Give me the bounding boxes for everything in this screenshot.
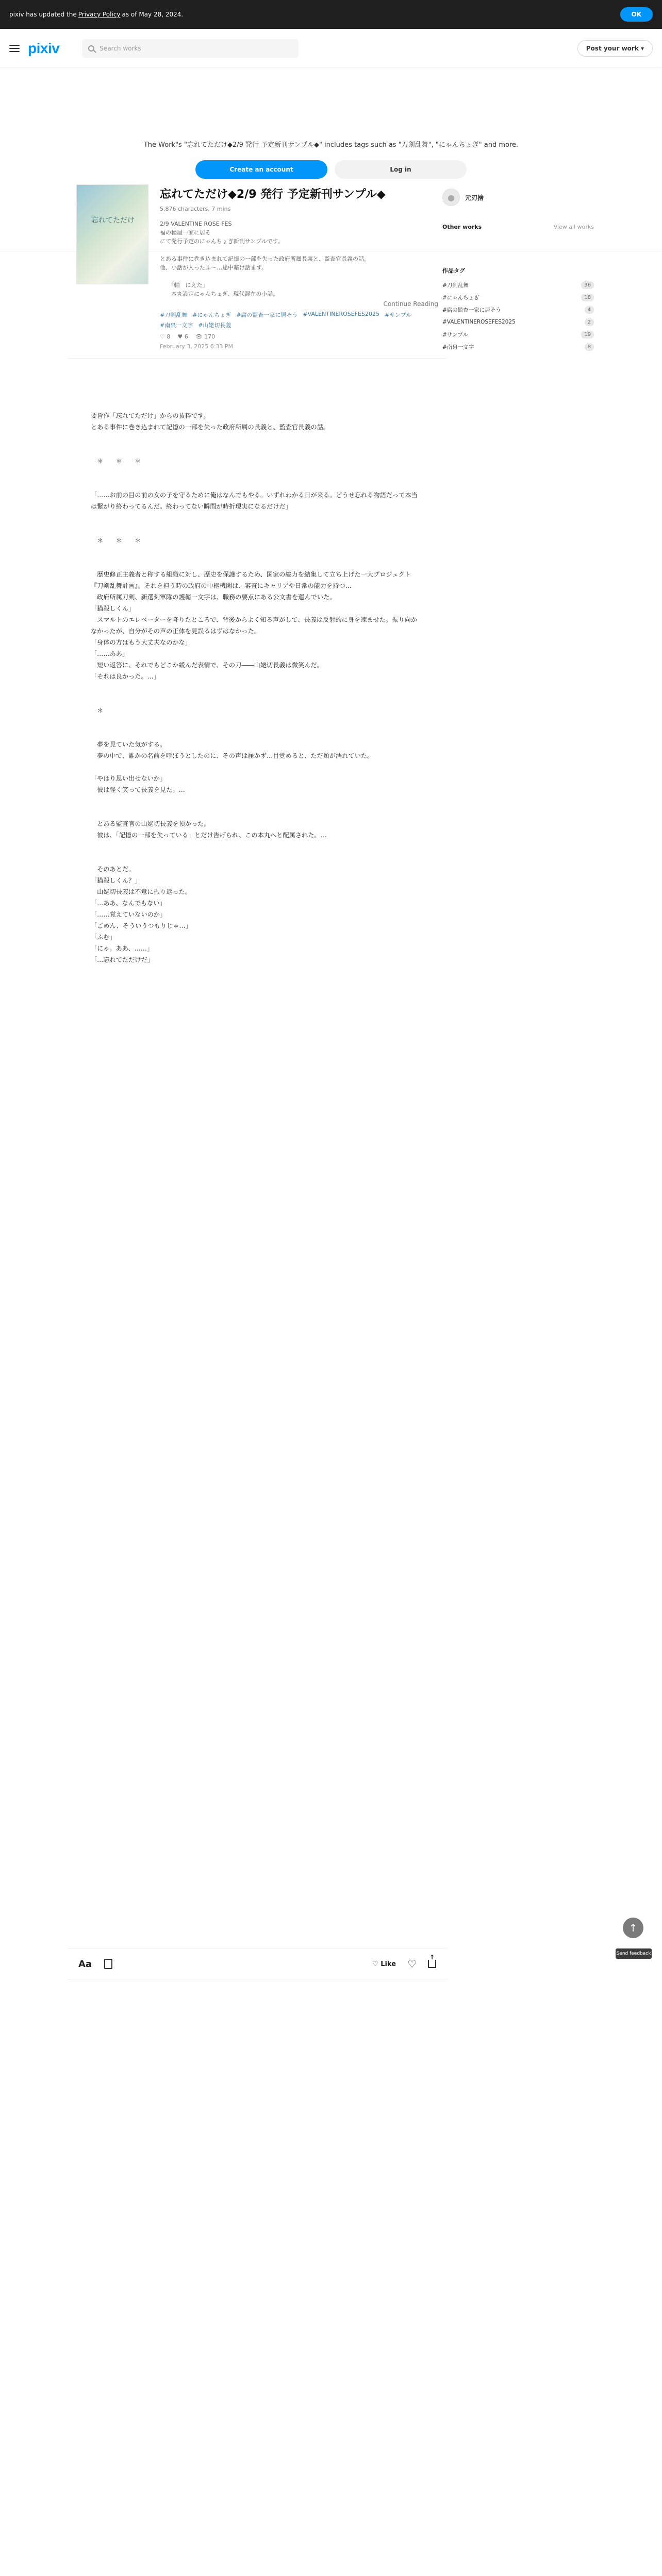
like-count: ♡ 8 [160, 333, 171, 340]
body-paragraph: 「ふむ」 [91, 934, 116, 941]
novel-body [68, 359, 446, 965]
body-paragraph: 「猫殺しくん」 [91, 605, 135, 612]
sidebar-tag-count: 36 [581, 281, 594, 289]
novel-title: 忘れてただけ◆2/9 発行 予定新刊サンプル◆ [160, 188, 386, 201]
body-paragraph [91, 444, 423, 455]
sidebar-tags [442, 266, 594, 353]
privacy-banner [0, 0, 662, 29]
body-paragraph [91, 523, 423, 535]
body-paragraph [91, 557, 423, 569]
body-paragraph [91, 433, 423, 444]
body-paragraph: 「やはり思い出せないか」 [91, 775, 167, 782]
body-paragraph: 「…ああ、なんでもない」 [91, 900, 166, 907]
sidebar-tag-count: 2 [585, 318, 594, 326]
body-paragraph [91, 761, 423, 773]
novel-main [68, 184, 446, 965]
body-paragraph: 「それは良かった。…」 [91, 673, 160, 680]
right-sidebar [442, 184, 594, 353]
novel-tag[interactable]: #にゃんちょぎ [192, 312, 231, 318]
reader-toolbar [68, 1948, 446, 1979]
novel-caption: 2/9 VALENTINE ROSE FES 福の種屋一家に居そ にて発行予定のにゃんちょぎ新刊サンプルです。 とある事件に巻き込まれて記憶の一部を失った政府所属長義と、監査官長義の話。 他、小話が入ったふ〜…途中暗け話まず。 「軸 にえた」 本丸設定にゃんちょぎ、現代混在の小話。 [160, 221, 370, 297]
other-works-header [442, 224, 594, 230]
body-paragraph: 「にゃ。ああ、……」 [91, 945, 154, 952]
create-account-button[interactable]: Create an account [195, 160, 327, 179]
body-paragraph: 彼は、「記憶の一部を失っている」とだけ告げられ、この本丸へと配属された。… [91, 832, 327, 839]
sidebar-tag-item[interactable] [442, 341, 594, 353]
back-to-top-button[interactable]: ↑ [623, 1918, 643, 1938]
body-paragraph: ＊ ＊ ＊ [91, 457, 141, 465]
banner-suffix: as of May 28, 2024. [122, 11, 184, 18]
body-paragraph: 「……覚えていないのか」 [91, 911, 167, 918]
teaser-text: The Work"s "忘れてただけ◆2/9 発行 予定新刊サンプル◆" includes tags such as "刀剣乱舞", "にゃんちょぎ" and more. [143, 141, 519, 149]
share-icon[interactable] [428, 1960, 436, 1968]
body-paragraph [91, 795, 423, 807]
search-icon [88, 45, 94, 52]
like-button[interactable]: ♡ Like [372, 1960, 396, 1968]
body-paragraph [91, 693, 423, 705]
banner-prefix: pixiv has updated the [9, 11, 77, 18]
login-button[interactable]: Log in [335, 160, 467, 179]
author-name[interactable]: 元刃捨 [465, 194, 484, 201]
body-paragraph: 山姥切長義は不意に振り返った。 [91, 888, 191, 895]
sidebar-tag-count: 19 [581, 331, 594, 338]
novel-tags [160, 311, 438, 329]
other-works-label: Other works [442, 224, 482, 230]
sidebar-tag-name: #VALENTINEROSEFES2025 [442, 319, 516, 325]
top-navigation [0, 29, 662, 68]
body-paragraph [91, 467, 423, 478]
continue-reading-link[interactable]: Continue Reading [383, 300, 438, 308]
body-paragraph: 彼は軽く笑って長義を見た。… [91, 786, 185, 793]
sidebar-tag-item[interactable] [442, 279, 594, 291]
body-paragraph [91, 727, 423, 739]
sidebar-tag-name: #サンプル [442, 331, 468, 338]
body-paragraph [91, 716, 423, 727]
heart-icon[interactable]: ♡ [407, 1958, 417, 1970]
sidebar-tag-count: 8 [585, 343, 594, 351]
search-placeholder: Search works [100, 44, 141, 52]
body-paragraph: ＊ ＊ ＊ [91, 537, 141, 544]
body-paragraph: 「……お前の目の前の女の子を守るために俺はなんでもやる。いずれわかる日が来る。どうせ忘れる物語だって本当は繋がり終わってるんだ。終わってない瞬間が時折現実になるだけだ」 [91, 492, 418, 510]
body-paragraph: とある監査官の山姥切長義を預かった。 [91, 820, 210, 827]
body-paragraph: ＊ [91, 707, 104, 714]
bookmark-icon[interactable] [104, 1959, 112, 1969]
author-block[interactable] [442, 184, 594, 206]
sidebar-tags-heading: 作品タグ [442, 267, 465, 274]
body-paragraph: 「……ああ」 [91, 650, 129, 657]
search-input[interactable] [82, 39, 299, 58]
sidebar-tag-name: #にゃんちょぎ [442, 294, 479, 301]
body-paragraph: スマルトのエレベーターを降りたところで、背後からよく知る声がして、長義は反射的に身を竦ませた。振り向かなかったが、自分がその声の正体を見誤るはずはなかった。 [91, 616, 417, 635]
body-paragraph: 要旨作「忘れてただけ」からの抜粋です。 [91, 412, 210, 419]
body-paragraph: とある事件に巻き込まれて記憶の一部を失った政府所属の長義と、監査官長義の話。 [91, 423, 330, 431]
body-paragraph: 「ごめん、そういうつもりじゃ…」 [91, 922, 192, 929]
view-count: 👁 170 [195, 333, 216, 340]
novel-tag[interactable]: #刀剣乱舞 [160, 312, 188, 318]
body-paragraph: 政府所属刀剣、新選刻軍隊の護衛一文字は、職務の要点にある公文書を運んでいた。 [91, 594, 336, 601]
sidebar-tag-name: #刀剣乱舞 [442, 282, 469, 289]
body-paragraph: 短い返答に、それでもどこか緩んだ表情で、その刀――山姥切長義は微笑んだ。 [91, 662, 323, 669]
sidebar-tag-count: 18 [581, 294, 594, 301]
body-paragraph: 「身体の方はもう大丈夫なのかな」 [91, 639, 191, 646]
body-paragraph: 歴史修正主義者と称する組織に対し、歴史を保護するため、国家の総力を結集して立ち上げた一大プロジェクト『刀剣乱舞計画』。それを担う時の政府の中枢機関は、審査にキャリアや日常の能力を持つ… [91, 571, 411, 589]
sidebar-tag-item[interactable] [442, 291, 594, 303]
bookmark-count: ♥ 6 [177, 333, 188, 340]
body-paragraph: そのあとだ。 [91, 866, 135, 873]
novel-tag[interactable]: #サンプル [384, 312, 412, 318]
cover-title: 忘れてただけ [91, 216, 135, 225]
send-feedback-button[interactable]: Send feedback [616, 1948, 652, 1959]
novel-tag[interactable]: #VALENTINEROSEFES2025 [303, 311, 379, 317]
body-paragraph [91, 682, 423, 693]
sidebar-tag-count: 4 [585, 306, 594, 314]
body-paragraph [91, 852, 423, 863]
novel-header-card [68, 184, 446, 359]
sidebar-tag-name: #南泉一文字 [442, 344, 474, 350]
banner-ok-button[interactable]: OK [620, 7, 653, 22]
body-paragraph [91, 512, 423, 523]
sidebar-tag-item[interactable] [442, 316, 594, 328]
body-paragraph [91, 807, 423, 818]
body-paragraph: 「猫殺しくん？」 [91, 877, 141, 884]
novel-tag[interactable]: #腐の監査一家に居そう [236, 312, 298, 318]
sidebar-tag-item[interactable] [442, 303, 594, 316]
novel-tag[interactable]: #南泉一文字 [160, 322, 193, 329]
privacy-policy-link[interactable]: Privacy Policy [78, 11, 121, 18]
body-paragraph: 夢の中で、誰かの名前を呼ぼうとしたのに、その声は届かず…目覚めると、ただ頬が濡れていた。 [91, 752, 374, 759]
novel-stats [160, 333, 438, 340]
view-all-works-link[interactable]: View all works [553, 224, 594, 230]
body-paragraph [91, 841, 423, 852]
body-paragraph: 「…忘れてただけだ」 [91, 956, 154, 963]
novel-cover-image[interactable] [76, 184, 148, 284]
body-paragraph [91, 546, 423, 557]
body-paragraph [91, 478, 423, 489]
pixiv-logo[interactable]: pixiv [28, 40, 60, 56]
body-paragraph: 夢を見ていた気がする。 [91, 741, 167, 748]
menu-icon[interactable] [9, 45, 20, 52]
post-work-button[interactable]: Post your work ▾ [577, 40, 653, 57]
sidebar-tag-name: #腐の監査一家に居そう [442, 307, 501, 313]
sidebar-tag-item[interactable] [442, 328, 594, 341]
author-avatar[interactable]: ● [442, 189, 460, 206]
novel-tag[interactable]: #山姥切長義 [198, 322, 231, 329]
novel-meta: 5,876 characters, 7 mins [160, 206, 231, 212]
font-size-button[interactable]: Aa [78, 1958, 92, 1970]
posted-date: February 3, 2025 6:33 PM [160, 343, 234, 350]
